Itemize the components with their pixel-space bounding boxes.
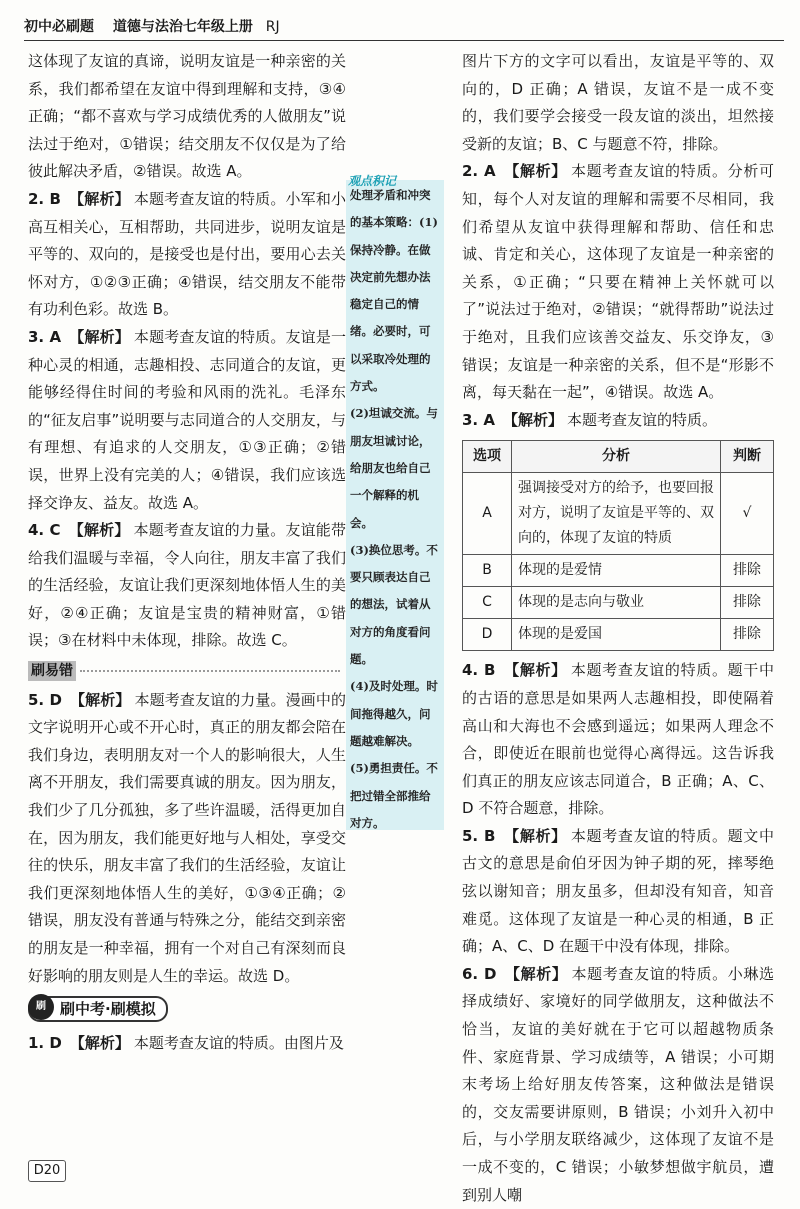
exam-answer-5: 5. B 【解析】 本题考查友谊的特质。题文中古文的意思是俞伯牙因为钟子期的死，摔琴绝弦以谢知音；朋友虽多，但却没有知音，知音难觅。这体现了友谊是一种心灵的相通，B 正确；A、C、D 在题干中没有体现，排除。: [462, 826, 774, 956]
exam-answer-2: 2. A 【解析】 本题考查友谊的特质。分析可知，每个人对友谊的理解和需要不尽相同，我们希望从友谊中获得理解和帮助、信任和忠诚、肯定和关心，这体现了友谊是一种亲密的关系，①正确；“只要在精神上关怀就可以了”说法过于绝对，②错误；“就得帮助”说法过于绝对，且我们应该善交益友、乐交诤友，③错误；友谊是一种亲密的关系，但不是“形影不离，每天黏在一起”，④错误。故选 A。: [462, 162, 774, 402]
header-rule: [24, 40, 784, 41]
exam-banner-row: [28, 996, 346, 1024]
left-continuation: 这体现了友谊的真谛，说明友谊是一种亲密的关系，我们都希望在友谊中得到理解和支持，③④正确；“都不喜欢与学习成绩优秀的人做朋友”说法过于绝对，①错误；结交朋友不仅仅是为了给彼此解决矛盾，②错误。故选 A。: [28, 52, 346, 181]
sidebar-title: 观点积记: [348, 174, 397, 188]
sidebar-tip-1: 处理矛盾和冲突的基本策略：(1)保持冷静。在做决定前先想办法稳定自己的情绪。必要时，可以采取冷处理的方式。: [350, 188, 438, 394]
book-title: 道德与法治七年级上册: [112, 19, 253, 35]
section-divider: [80, 670, 340, 672]
exam-answer-1: 1. D 【解析】 本题考查友谊的特质。由图片及: [28, 1033, 344, 1052]
exam-banner: 刷 刷中考·刷模拟: [28, 996, 168, 1022]
sidebar-tip-5: (5)勇担责任。不把过错全部推给对方。: [350, 761, 438, 830]
table-header: 选项 分析 判断: [463, 441, 774, 473]
edition: RJ: [265, 19, 280, 35]
series-name: 初中必刷题: [24, 19, 94, 35]
answer-5: 5. D 【解析】 本题考查友谊的力量。漫画中的文字说明开心或不开心时，真正的朋友都会陪在我们身边，表明朋友对一个人的影响很大，人生离不开朋友，我们需要真诚的朋友。因为朋友，我们少了几分孤独，多了些许温暖，活得更加自在，因为朋友，我们能更好地与人相处，享受交往的快乐，朋友丰富了我们的生活经验，友谊让我们更深刻地体悟人生的美好，①③④正确；②错误，朋友没有普通与特殊之分，能结交到亲密的朋友是一种幸福，拥有一个对自己有深刻而良好影响的朋友则是人生的幸运。故选 D。: [28, 690, 346, 985]
tips-sidebar: [346, 174, 444, 830]
sidebar-tip-3: (3)换位思考。不要只顾表达自己的想法，试着从对方的角度看问题。: [350, 542, 438, 667]
exam-answer-3: 3. A 【解析】 本题考查友谊的特质。: [462, 410, 717, 429]
table-row: C 体现的是志向与敬业 排除: [463, 587, 774, 619]
section-easy-mistakes: 刷易错: [28, 657, 346, 685]
right-column: [462, 48, 774, 1209]
page-header: [24, 16, 784, 40]
sidebar-tip-2: (2)坦诚交流。与朋友坦诚讨论，给朋友也给自己一个解释的机会。: [350, 406, 438, 530]
table-row: D 体现的是爱国 排除: [463, 619, 774, 651]
table-row: A 强调接受对方的给予，也要回报对方，说明了友谊是平等的、双向的，体现了友谊的特质 √: [463, 473, 774, 555]
banner-badge: 刷: [28, 994, 54, 1020]
sidebar-tip-4: (4)及时处理。时间拖得越久，问题越难解决。: [350, 679, 438, 748]
answer-2: 2. B 【解析】 本题考查友谊的特质。小军和小高互相关心，互相帮助，共同进步，说明友谊是平等的、双向的，是接受也是付出，要用心去关怀对方，①②③正确；④错误，结交朋友不能带有功利色彩。故选 B。: [28, 189, 346, 319]
table-row: B 体现的是爱情 排除: [463, 555, 774, 587]
page-number: D20: [28, 1160, 66, 1182]
answer-4: 4. C 【解析】 本题考查友谊的力量。友谊能带给我们温暖与幸福，令人向往，朋友丰富了我们的生活经验，友谊让我们更深刻地体悟人生的美好，②④正确；友谊是宝贵的精神财富，①错误；③在材料中未体现，排除。故选 C。: [28, 521, 346, 650]
left-column: [28, 48, 346, 1057]
exam-answer-6: 6. D 【解析】 本题考查友谊的特质。小琳选择成绩好、家境好的同学做朋友，这种做法不恰当，友谊的美好就在于它可以超越物质条件、家庭背景、学习成绩等，A 错误；小可期末考场上给好朋友传答案，这种做法是错误的，交友需要讲原则，B 错误；小刘升入初中后，与小学朋友联络减少，这体现了友谊不是一成不变的，C 错误；小敏梦想做宇航员，遭到别人嘲: [462, 964, 774, 1204]
right-continuation: 图片下方的文字可以看出，友谊是平等的、双向的，D 正确；A 错误，友谊不是一成不变的，我们要学会接受一段友谊的淡出，坦然接受新的友谊；B、C 与题意不符，排除。: [462, 52, 774, 153]
analysis-table: [462, 440, 774, 651]
exam-answer-4: 4. B 【解析】 本题考查友谊的特质。题干中的古语的意思是如果两人志趣相投，即使隔着高山和大海也不会感到遥远；如果两人理念不合，即使近在眼前也觉得心离得远。这告诉我们真正的朋友应该志同道合，B 正确；A、C、D 不符合题意，排除。: [462, 661, 774, 818]
answer-3: 3. A 【解析】 本题考查友谊的特质。友谊是一种心灵的相通，志趣相投、志同道合的友谊，更能够经得住时间的考验和风雨的洗礼。毛泽东的“征友启事”说明要与志同道合的人交朋友，与有理想、有追求的人交朋友，①③正确；②错误，世界上没有完美的人；④错误，我们应该选择交诤友、益友。故选 A。: [28, 327, 346, 512]
